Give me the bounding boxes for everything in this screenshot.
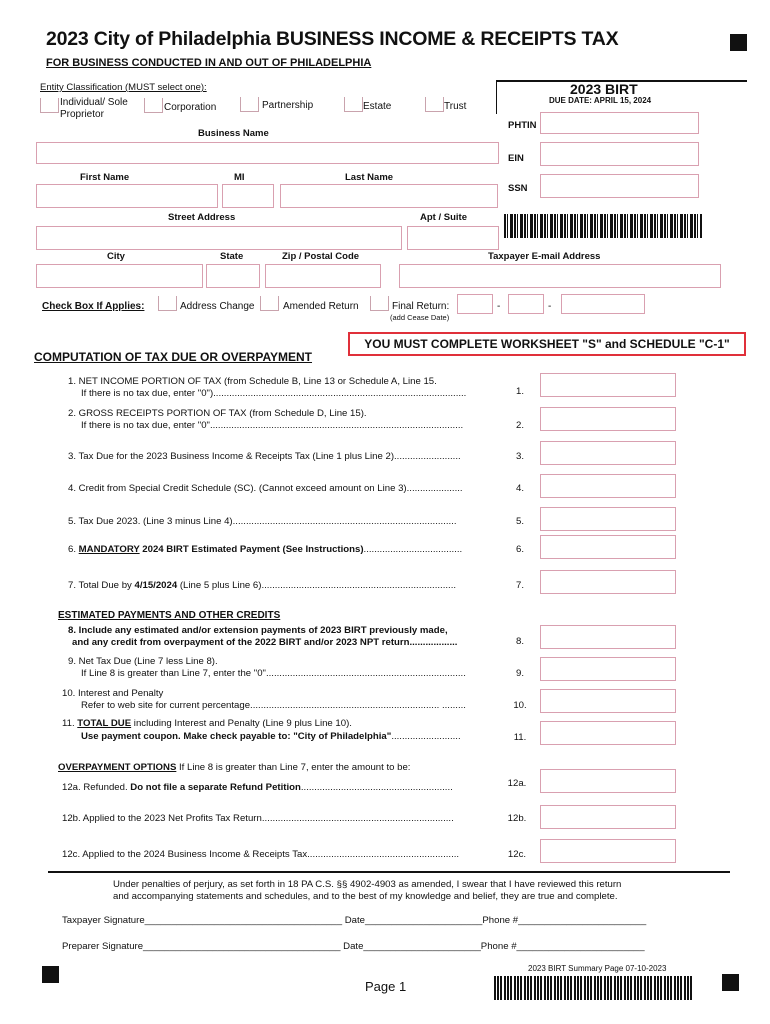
mi-label: MI xyxy=(234,172,245,183)
page-number: Page 1 xyxy=(365,979,407,994)
line-12a-text xyxy=(62,782,490,794)
entity-option-corporation: Corporation xyxy=(164,102,217,113)
line-11-label: including Interest and Penalty (Line 9 plus Line 10). xyxy=(131,718,352,729)
line-7-number: 7. xyxy=(515,580,524,591)
line-12b-text: 12b. Applied to the 2023 Net Profits Tax Return........................................................................ xyxy=(62,813,454,824)
line-6-dots: ..................................... xyxy=(363,544,463,555)
line-12a-amount[interactable] xyxy=(540,770,676,793)
line-10-number: 10. xyxy=(513,700,527,711)
line-12a-dots: ......................................................... xyxy=(300,782,453,793)
line-3-amount[interactable] xyxy=(540,442,676,465)
line-12c-amount[interactable] xyxy=(540,840,676,863)
line-11-text-a xyxy=(62,718,352,730)
line-7-amount[interactable] xyxy=(540,571,676,594)
entity-checkbox-trust[interactable] xyxy=(425,97,444,112)
page-subtitle: FOR BUSINESS CONDUCTED IN AND OUT OF PHILADELPHIA xyxy=(46,57,372,69)
entity-checkbox-corporation[interactable] xyxy=(144,98,163,113)
line-12b-amount[interactable] xyxy=(540,806,676,829)
cease-date-dash-1: - xyxy=(497,301,501,312)
line-9-amount[interactable] xyxy=(540,658,676,681)
zip-field[interactable] xyxy=(265,264,381,288)
barcode-bottom xyxy=(494,976,692,1000)
line-6-label: 2024 BIRT Estimated Payment (See Instructions) xyxy=(139,544,364,555)
due-date: DUE DATE: APRIL 15, 2024 xyxy=(549,96,652,105)
registration-mark xyxy=(730,34,747,51)
last-name-label: Last Name xyxy=(345,172,394,183)
city-field[interactable] xyxy=(36,264,203,288)
entity-label: Entity Classification (MUST select one): xyxy=(40,82,207,93)
email-label: Taxpayer E-mail Address xyxy=(488,251,601,262)
business-name-label: Business Name xyxy=(198,128,269,139)
line-2-number: 2. xyxy=(515,420,524,431)
line-4-number: 4. xyxy=(515,483,524,494)
entity-checkbox-estate[interactable] xyxy=(344,97,363,112)
perjury-line-1: Under penalties of perjury, as set forth in 18 PA C.S. §§ 4902-4903 as amended, I swear that I have reviewed this return xyxy=(113,879,622,890)
line-5-number: 5. xyxy=(515,516,524,527)
street-label: Street Address xyxy=(168,212,236,223)
line-1-amount[interactable] xyxy=(540,374,676,397)
line-6-amount[interactable] xyxy=(540,536,676,559)
line-6-text xyxy=(68,544,490,556)
state-field[interactable] xyxy=(206,264,260,288)
amended-return-label: Amended Return xyxy=(283,301,359,312)
line-8-number: 8. xyxy=(515,636,524,647)
estimated-heading: ESTIMATED PAYMENTS AND OTHER CREDITS xyxy=(58,610,281,621)
line-9-text-b: If Line 8 is greater than Line 7, enter the "0"........................................................................... xyxy=(81,668,466,679)
line-12a-number: 12a. xyxy=(507,778,527,789)
amended-return-checkbox[interactable] xyxy=(260,296,279,311)
line-6-prefix: 6. xyxy=(68,544,79,555)
line-9-number: 9. xyxy=(515,668,524,679)
phtin-label: PHTIN xyxy=(508,120,537,131)
line-9-text-a: 9. Net Tax Due (Line 7 less Line 8). xyxy=(68,656,218,667)
line-11-number: 11. xyxy=(513,732,527,743)
overpayment-heading-row xyxy=(58,762,410,774)
first-name-field[interactable] xyxy=(36,184,218,208)
entity-option-estate: Estate xyxy=(363,101,392,112)
cease-date-dash-2: - xyxy=(548,301,552,312)
summary-page-label: 2023 BIRT Summary Page 07-10-2023 xyxy=(528,964,667,973)
apt-label: Apt / Suite xyxy=(420,212,467,223)
business-name-field[interactable] xyxy=(36,142,499,164)
entity-option-trust: Trust xyxy=(444,101,467,112)
line-6-mandatory: MANDATORY xyxy=(78,544,140,555)
line-12c-text: 12c. Applied to the 2024 Business Income & Receipts Tax......................................................... xyxy=(62,849,460,860)
final-return-checkbox[interactable] xyxy=(370,296,389,311)
registration-mark-bottom-left xyxy=(42,966,59,983)
ssn-field[interactable] xyxy=(540,174,699,198)
perjury-line-2: and accompanying statements and schedules, and to the best of my knowledge and belief, they are true and complete. xyxy=(113,891,618,902)
apt-field[interactable] xyxy=(407,226,499,250)
line-10-text-a: 10. Interest and Penalty xyxy=(62,688,164,699)
line-7-rest: (Line 5 plus Line 6)......................................................................... xyxy=(177,580,457,591)
line-11-dots: .......................... xyxy=(391,731,461,742)
line-12a-prefix: 12a. Refunded. xyxy=(62,782,131,793)
line-2-text-a: 2. GROSS RECEIPTS PORTION OF TAX (from Schedule D, Line 15). xyxy=(68,408,367,419)
preparer-signature-line[interactable]: Preparer Signature_____________________________________ Date______________________Phone #________________________ xyxy=(62,941,645,952)
final-return-label: Final Return: xyxy=(392,301,450,312)
phtin-field[interactable] xyxy=(540,112,699,134)
line-8-text-b: and any credit from overpayment of the 2022 BIRT and/or 2023 NPT return.................. xyxy=(72,637,458,648)
taxpayer-signature-line[interactable]: Taxpayer Signature_____________________________________ Date______________________Phone #________________________ xyxy=(62,915,647,926)
street-field[interactable] xyxy=(36,226,402,250)
worksheet-warning: YOU MUST COMPLETE WORKSHEET "S" and SCHEDULE "C-1" xyxy=(348,332,746,356)
line-5-text: 5. Tax Due 2023. (Line 3 minus Line 4).................................................................................... xyxy=(68,516,457,527)
line-1-text-b: If there is no tax due, enter "0")............................................................................................... xyxy=(81,388,467,399)
line-6-number: 6. xyxy=(515,544,524,555)
line-10-text-b: Refer to web site for current percentage....................................................................... ......... xyxy=(81,700,466,711)
overpayment-instruction: If Line 8 is greater than Line 7, enter the amount to be: xyxy=(176,762,411,773)
perjury-divider xyxy=(48,871,730,873)
line-12c-number: 12c. xyxy=(507,849,527,860)
computation-heading: COMPUTATION OF TAX DUE OR OVERPAYMENT xyxy=(34,350,313,364)
line-5-amount[interactable] xyxy=(540,508,676,531)
ssn-label: SSN xyxy=(508,183,528,194)
line-7-text xyxy=(68,580,490,592)
mi-field[interactable] xyxy=(222,184,274,208)
cease-date-day[interactable] xyxy=(508,294,544,314)
line-11-prefix: 11. xyxy=(62,718,78,729)
line-12a-note: Do not file a separate Refund Petition xyxy=(130,782,301,793)
address-change-label: Address Change xyxy=(180,301,255,312)
line-11-total-due: TOTAL DUE xyxy=(77,718,132,729)
cease-date-year[interactable] xyxy=(561,294,645,314)
line-7-date: 4/15/2024 xyxy=(134,580,178,591)
last-name-field[interactable] xyxy=(280,184,498,208)
state-label: State xyxy=(220,251,244,262)
entity-option-partnership: Partnership xyxy=(262,100,314,111)
line-3-number: 3. xyxy=(515,451,524,462)
line-8-text-a: 8. Include any estimated and/or extension payments of 2023 BIRT previously made, xyxy=(68,625,448,636)
page-title: 2023 City of Philadelphia BUSINESS INCOME & RECEIPTS TAX xyxy=(46,28,619,50)
line-4-amount[interactable] xyxy=(540,475,676,498)
zip-label: Zip / Postal Code xyxy=(282,251,360,262)
line-8-amount[interactable] xyxy=(540,626,676,649)
entity-checkbox-partnership[interactable] xyxy=(240,97,259,112)
line-11-payable: Use payment coupon. Make check payable to: "City of Philadelphia" xyxy=(81,731,392,742)
address-change-checkbox[interactable] xyxy=(158,296,177,311)
entity-option-individual: Individual/ Sole Proprietor xyxy=(60,97,128,120)
overpayment-heading: OVERPAYMENT OPTIONS xyxy=(58,762,177,773)
final-return-note: (add Cease Date) xyxy=(390,313,450,322)
line-7-prefix: 7. Total Due by xyxy=(68,580,135,591)
line-4-text: 4. Credit from Special Credit Schedule (SC). (Cannot exceed amount on Line 3)..................... xyxy=(68,483,463,494)
line-11-text-b xyxy=(81,731,489,743)
line-2-text-b: If there is no tax due, enter "0"............................................................................................... xyxy=(81,420,464,431)
line-10-amount[interactable] xyxy=(540,690,676,713)
line-1-number: 1. xyxy=(515,386,524,397)
city-label: City xyxy=(107,251,125,262)
line-1-text-a: 1. NET INCOME PORTION OF TAX (from Schedule B, Line 13 or Schedule A, Line 15. xyxy=(68,376,437,387)
entity-checkbox-individual[interactable] xyxy=(40,98,59,113)
line-3-text: 3. Tax Due for the 2023 Business Income & Receipts Tax (Line 1 plus Line 2)......................... xyxy=(68,451,461,462)
first-name-label: First Name xyxy=(80,172,130,183)
barcode-top xyxy=(504,214,702,238)
check-box-label: Check Box If Applies: xyxy=(42,301,145,312)
form-name: 2023 BIRT xyxy=(570,81,638,97)
line-2-amount[interactable] xyxy=(540,408,676,431)
registration-mark-bottom-right xyxy=(722,974,739,991)
cease-date-month[interactable] xyxy=(457,294,493,314)
ein-field[interactable] xyxy=(540,142,699,166)
line-11-amount[interactable] xyxy=(540,722,676,745)
line-12b-number: 12b. xyxy=(507,813,527,824)
ein-label: EIN xyxy=(508,153,524,164)
email-field[interactable] xyxy=(399,264,721,288)
